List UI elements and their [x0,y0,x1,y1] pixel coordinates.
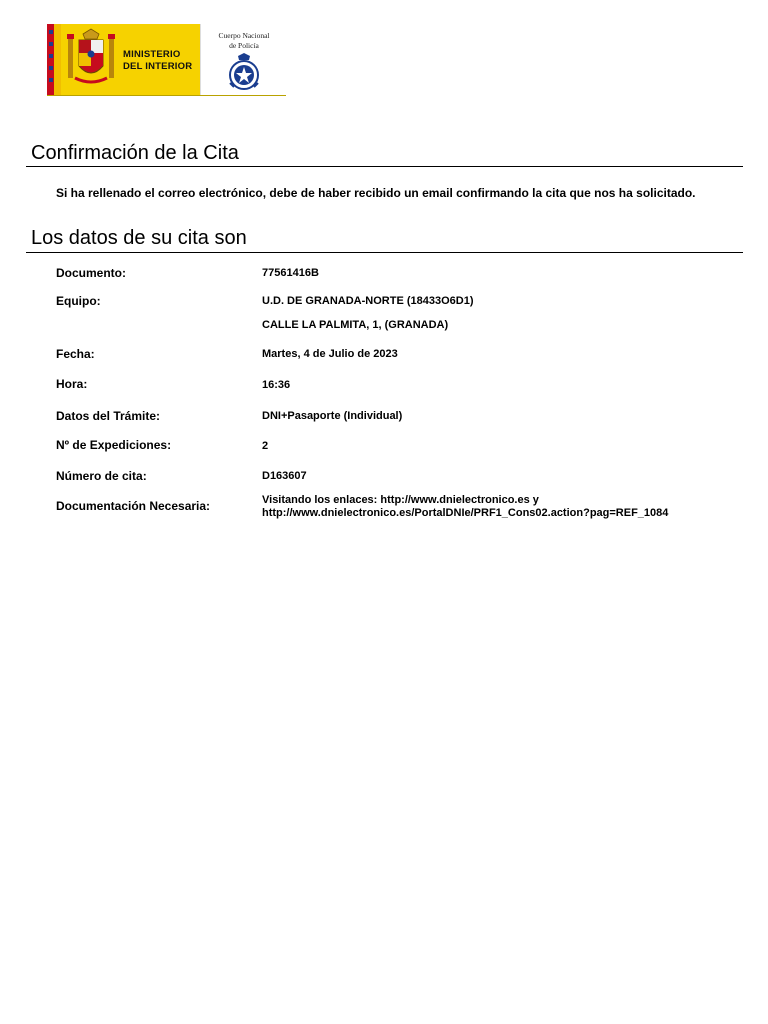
documentacion-link-portal[interactable]: http://www.dnielectronico.es/PortalDNIe/PRF1_Cons02.action?pag=REF_1084 [262,507,669,519]
numero-cita-label: Número de cita: [56,469,147,483]
documento-label: Documento: [56,266,126,280]
details-title: Los datos de su cita son [31,227,247,249]
numero-cita-value: D163607 [262,470,307,482]
police-logo [200,24,287,95]
documentacion-link-dnielectronico[interactable]: Visitando los enlaces: http://www.dnielectronico.es y [262,494,539,506]
flag-strip [47,24,61,95]
police-name: Cuerpo Nacional de Policía [218,31,270,50]
police-badge-icon [228,53,260,92]
ministry-name: MINISTERIO DEL INTERIOR [123,49,193,72]
equipo-label: Equipo: [56,294,101,308]
equipo-value: U.D. DE GRANADA-NORTE (18433O6D1) [262,295,474,307]
documento-value: 77561416B [262,267,319,279]
tramite-value: DNI+Pasaporte (Individual) [262,410,403,422]
ministry-banner [47,24,286,95]
confirmation-title: Confirmación de la Cita [31,142,239,164]
divider [26,166,743,167]
eu-stars-icon [48,30,54,90]
fecha-value: Martes, 4 de Julio de 2023 [262,348,398,360]
tramite-label: Datos del Trámite: [56,409,161,423]
equipo-address: CALLE LA PALMITA, 1, (GRANADA) [262,319,449,331]
documentacion-label: Documentación Necesaria: [56,499,211,513]
confirmation-message: Si ha rellenado el correo electrónico, debe de haber recibido un email confirmando la cita que nos ha solicitado. [56,186,696,200]
divider [26,252,743,253]
expediciones-label: Nº de Expediciones: [56,438,172,452]
expediciones-value: 2 [262,440,269,452]
hora-label: Hora: [56,377,88,391]
hora-value: 16:36 [262,379,291,391]
coat-of-arms-icon [65,28,117,90]
fecha-label: Fecha: [56,347,95,361]
